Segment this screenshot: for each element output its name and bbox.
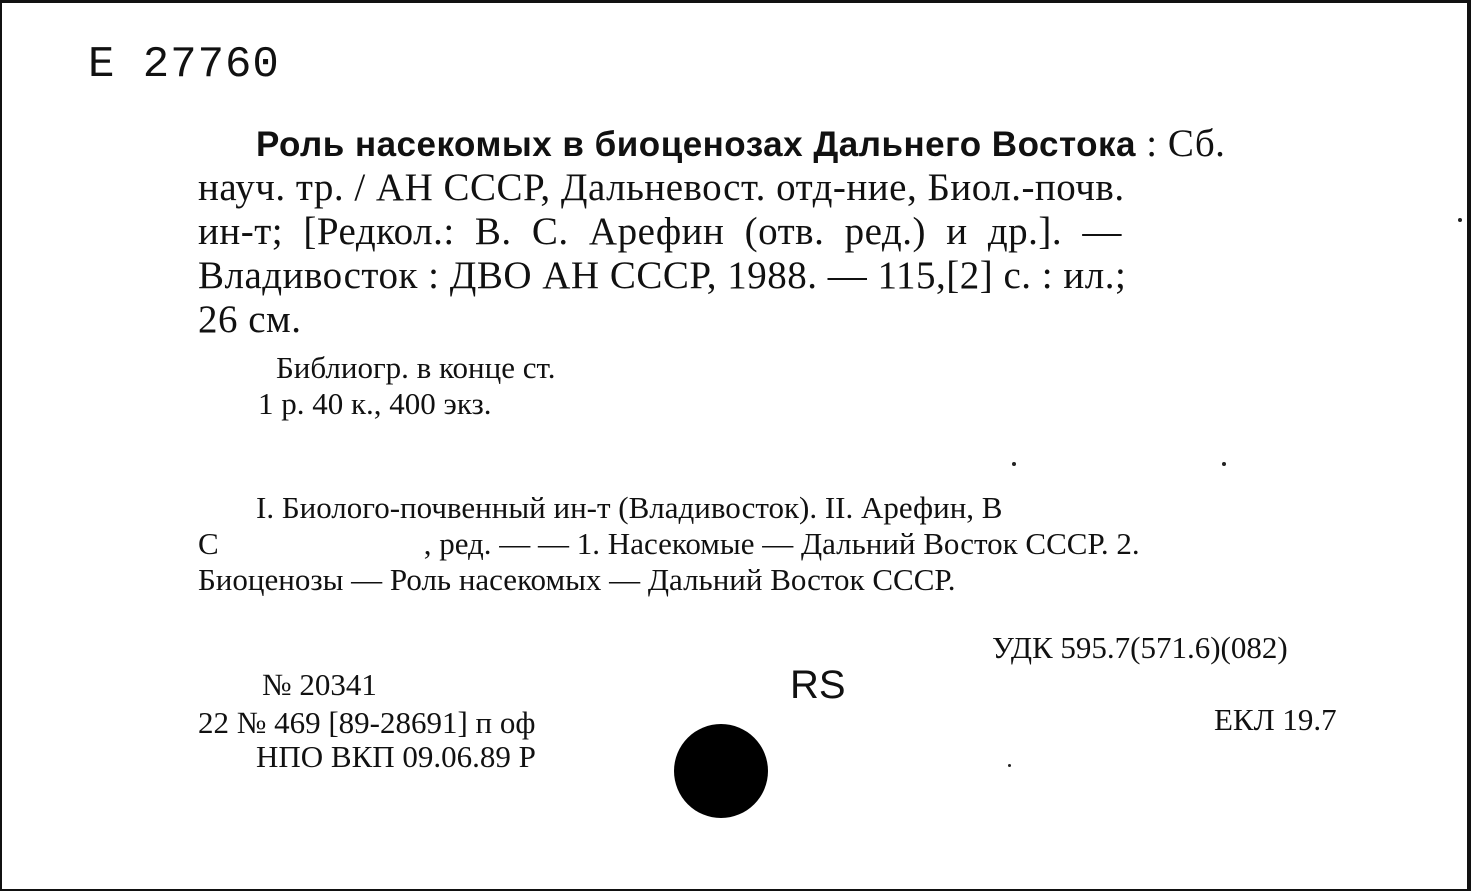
book-title: Роль насекомых в биоценозах Дальнего Востока xyxy=(256,125,1136,164)
rs-stamp: RS xyxy=(790,663,846,707)
speck xyxy=(1012,462,1016,466)
price-note: 1 р. 40 к., 400 экз. xyxy=(258,386,492,421)
footer-order: 22 № 469 [89-28691] п оф xyxy=(198,705,536,740)
title-continuation: : Сб. xyxy=(1136,122,1226,165)
speck xyxy=(1458,218,1462,222)
catalog-number: Е 27760 xyxy=(88,40,280,90)
speck xyxy=(1008,764,1011,767)
ekl-code: ЕКЛ 19.7 xyxy=(1214,702,1337,737)
tracing-line-3: Биоценозы — Роль насекомых — Дальний Восток СССР. xyxy=(198,562,956,597)
udk-code: УДК 595.7(571.6)(082) xyxy=(992,630,1288,665)
entry-line-5: 26 см. xyxy=(198,298,302,341)
entry-line-4: Владивосток : ДВО АН СССР, 1988. — 115,[2] с. : ил.; xyxy=(198,254,1127,297)
entry-line-3: ин-т; [Редкол.: В. С. Арефин (отв. ред.) и др.]. — xyxy=(198,210,1122,253)
footer-publisher: НПО ВКП 09.06.89 Р xyxy=(256,739,536,774)
punch-hole xyxy=(674,724,768,818)
entry-line-2: науч. тр. / АН СССР, Дальневост. отд-ние, Биол.-почв. xyxy=(198,166,1125,209)
speck xyxy=(1222,462,1226,466)
tracing-initial: С xyxy=(198,526,219,561)
tracing-line-1: I. Биолого-почвенный ин-т (Владивосток). II. Арефин, В xyxy=(256,490,1003,525)
tracing-subjects: , ред. — — 1. Насекомые — Дальний Восток СССР. 2. xyxy=(423,526,1140,561)
bibliography-note: Библиогр. в конце ст. xyxy=(276,350,556,385)
entry-line-1 xyxy=(256,122,1366,167)
tracing-line-2 xyxy=(198,526,1140,562)
footer-number: № 20341 xyxy=(262,667,377,702)
